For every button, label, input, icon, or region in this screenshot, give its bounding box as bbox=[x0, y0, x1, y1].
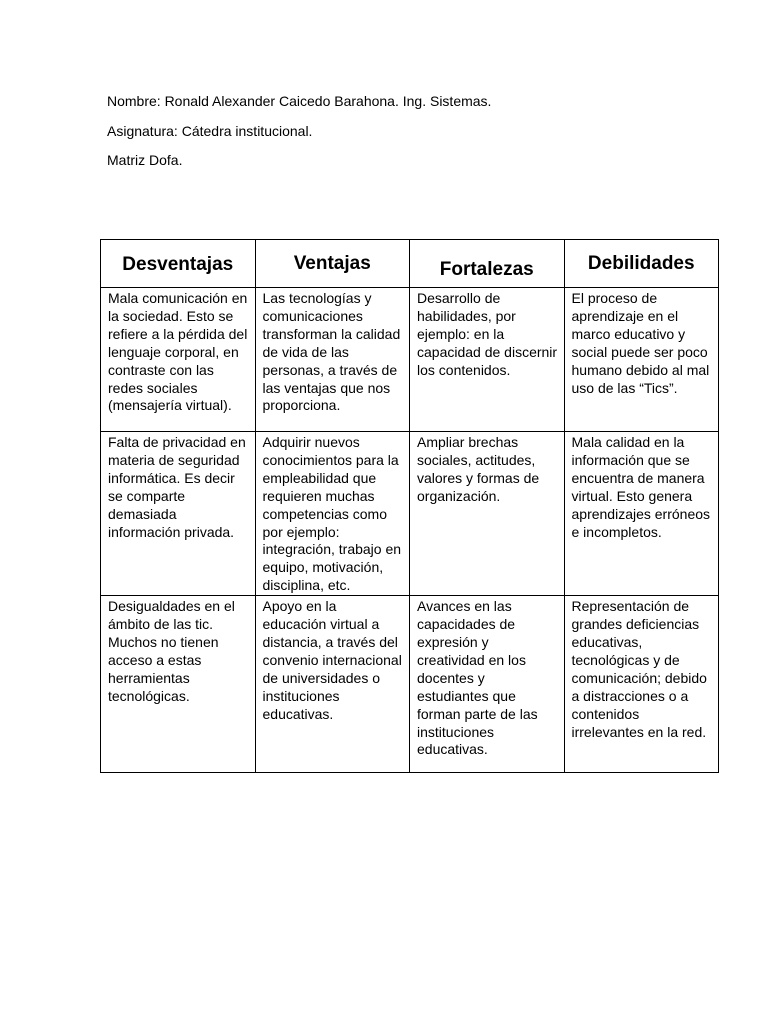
table-cell: Adquirir nuevos conocimientos para la empleabilidad que requieren muchas competencias como por ejemplo: integración, trabajo en equipo, motivación, disciplina, etc. bbox=[255, 432, 410, 596]
student-name-line: Nombre: Ronald Alexander Caicedo Barahona. Ing. Sistemas. bbox=[107, 93, 492, 109]
table-cell: Apoyo en la educación virtual a distancia, a través del convenio internacional de universidades o instituciones educativas. bbox=[255, 596, 410, 773]
table-cell: Avances en las capacidades de expresión y creatividad en los docentes y estudiantes que forman parte de las instituciones educativas. bbox=[410, 596, 565, 773]
table-cell: Ampliar brechas sociales, actitudes, valores y formas de organización. bbox=[410, 432, 565, 596]
column-header-debilidades: Debilidades bbox=[564, 240, 719, 288]
table-cell: El proceso de aprendizaje en el marco educativo y social puede ser poco humano debido al mal uso de las “Tics”. bbox=[564, 288, 719, 432]
table-cell: Mala calidad en la información que se encuentra de manera virtual. Esto genera aprendizajes erróneos e incompletos. bbox=[564, 432, 719, 596]
column-header-desventajas: Desventajas bbox=[101, 240, 256, 288]
table-cell: Mala comunicación en la sociedad. Esto se refiere a la pérdida del lenguaje corporal, en contraste con las redes sociales (mensajería virtual). bbox=[101, 288, 256, 432]
subject-line: Asignatura: Cátedra institucional. bbox=[107, 123, 313, 139]
table-cell: Desigualdades en el ámbito de las tic. Muchos no tienen acceso a estas herramientas tecnológicas. bbox=[101, 596, 256, 773]
column-header-fortalezas: Fortalezas bbox=[410, 240, 565, 288]
column-header-ventajas: Ventajas bbox=[255, 240, 410, 288]
table-row bbox=[101, 596, 719, 773]
table-cell: Desarrollo de habilidades, por ejemplo: en la capacidad de discernir los contenidos. bbox=[410, 288, 565, 432]
table-header-row bbox=[101, 240, 719, 288]
table-cell: Las tecnologías y comunicaciones transforman la calidad de vida de las personas, a través de las ventajas que nos proporciona. bbox=[255, 288, 410, 432]
dofa-matrix-table bbox=[100, 239, 719, 773]
table-row bbox=[101, 432, 719, 596]
document-title: Matriz Dofa. bbox=[107, 152, 183, 168]
table-row bbox=[101, 288, 719, 432]
table-cell: Falta de privacidad en materia de seguridad informática. Es decir se comparte demasiada información privada. bbox=[101, 432, 256, 596]
table-cell: Representación de grandes deficiencias educativas, tecnológicas y de comunicación; debido a distracciones o a contenidos irrelevantes en la red. bbox=[564, 596, 719, 773]
